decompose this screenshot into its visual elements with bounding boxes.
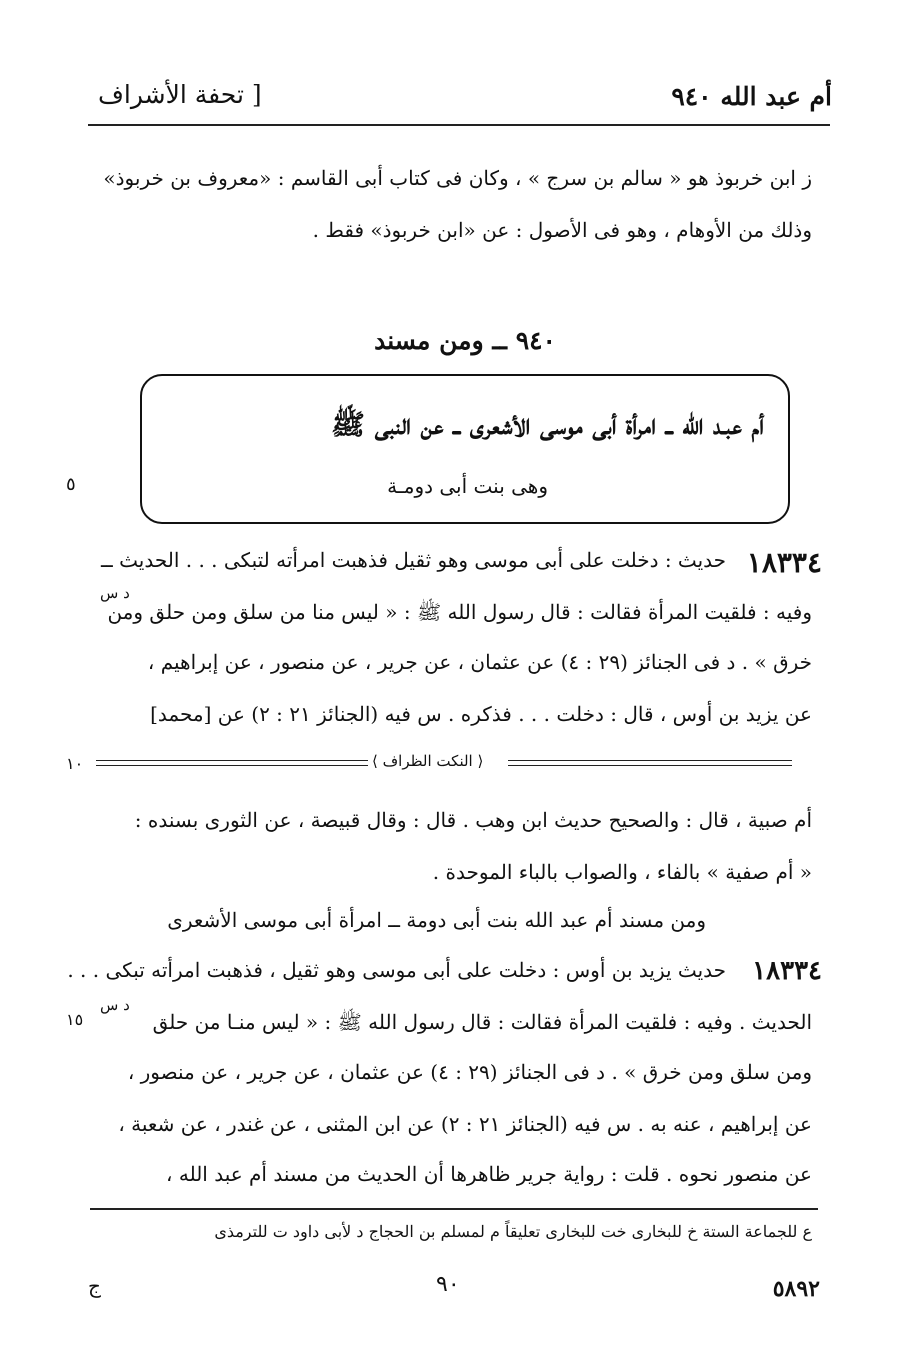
intro-line-1: ز ابن خربوذ هو « سالم بن سرج » ، وكان فى كتاب أبى القاسم : «معروف بن خربوذ» [103,166,812,190]
divider-left-rule [96,760,368,766]
hadith-2-line-1: حديث يزيد بن أوس : دخلت على أبى موسى وهو ثقيل ، فذهبت امرأته تبكى . . . [67,958,726,982]
running-header-left: [ تحفة الأشراف [98,80,262,109]
divider-label: ⟨ النكت الظراف ⟩ [372,752,484,770]
divider-right-rule [508,760,792,766]
hadith-1-line-4: عن يزيد بن أوس ، قال : دخلت . . . فذكره . س فيه (الجنائز ٢١ : ٢) عن [محمد] [150,702,812,726]
subheading: ومن مسند أم عبد الله بنت أبى دومة ــ امرأة أبى موسى الأشعرى [167,908,706,932]
footer-right-number: ٥٨٩٢ [772,1276,820,1302]
nukat-line-1: أم صبية ، قال : والصحيح حديث ابن وهب . قال : وقال قبيصة ، عن الثورى بسنده : [134,808,812,832]
footer-page-number: ٩٠ [436,1272,460,1297]
heading-box [140,374,790,524]
divider-label-text: النكت الظراف [382,752,473,770]
hadith-2-line-4: عن إبراهيم ، عنه به . س فيه (الجنائز ٢١ : ٢) عن ابن المثنى ، عن غندر ، عن شعبة ، [118,1112,812,1136]
running-header-right: أم عبد الله ٩٤٠ [671,82,832,111]
hadith-1-number: ١٨٣٣٤ [746,546,822,579]
margin-line-number-5: ٥ [66,474,76,495]
hadith-2-number: ١٨٣٣٤ [752,956,822,986]
nukat-line-2: « أم صفية » بالفاء ، والصواب بالباء الموحدة . [432,860,812,884]
header-rule [88,124,830,126]
hadith-2-line-number: ١٥ [66,1010,84,1029]
hadith-2-line-3: ومن سلق ومن خرق » . د فى الجنائز (٢٩ : ٤) عن عثمان ، عن جرير ، عن منصور ، [127,1060,812,1084]
section-title: ٩٤٠ ــ ومن مسند [374,326,556,355]
hadith-2-line-2: الحديث . وفيه : فلقيت المرأة فقالت : قال رسول الله ﷺ : « ليس منـا من حلق [152,1010,812,1034]
hadith-2-margin-code: د س [100,996,130,1014]
hadith-1-line-3: خرق » . د فى الجنائز (٢٩ : ٤) عن عثمان ، عن جرير ، عن منصور ، عن إبراهيم ، [147,650,812,674]
hadith-1-line-1: حديث : دخلت على أبى موسى وهو ثقيل فذهبت امرأته لتبكى . . . الحديث ــ [101,548,726,572]
footnote-legend: ع للجماعة الستة خ للبخارى خت للبخارى تعليقاً م لمسلم بن الحجاج د لأبى داود ت للترمذى [214,1222,812,1241]
intro-line-2: وذلك من الأوهام ، وهو فى الأصول : عن «ابن خربوذ» فقط . [312,218,812,242]
hadith-1-line-2: وفيه : فلقيت المرأة فقالت : قال رسول الله ﷺ : « ليس منا من سلق ومن حلق ومن [107,600,812,624]
hadith-1-margin-code: د س [100,584,130,602]
footnote-rule [90,1208,818,1210]
hadith-2-line-5: عن منصور نحوه . قلت : رواية جرير ظاهرها أن الحديث من مسند أم عبد الله ، [166,1162,812,1186]
divider-line-number: ١٠ [66,754,84,773]
box-subtitle: وهى بنت أبى دومـة [387,474,548,498]
footer-left-mark: ج [88,1274,101,1298]
box-title: أم عبـد الله ــ امرأة أبى موسى الأشعرى ــ عن النبى ﷺ [331,408,764,441]
